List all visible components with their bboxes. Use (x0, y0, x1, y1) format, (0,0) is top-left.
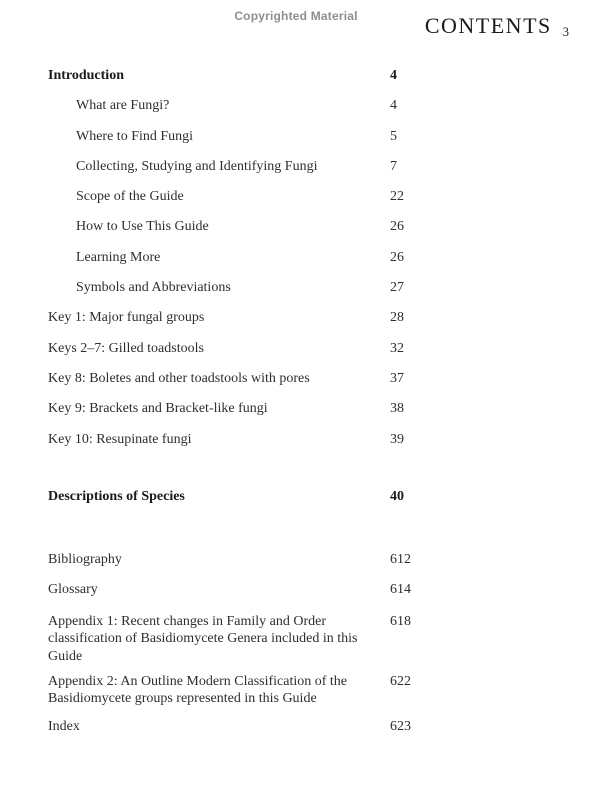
toc-entry (0, 122, 600, 152)
toc-entry-label: Learning More (76, 249, 161, 265)
toc-entry (0, 273, 600, 303)
toc-entry-label: Appendix 2: An Outline Modern Classification of the Basidiomycete groups represented in this Guide (48, 673, 348, 707)
toc-entry-label: Bibliography (48, 552, 122, 568)
toc-entry (0, 364, 600, 394)
toc-entry-label: Key 10: Resupinate fungi (48, 431, 192, 447)
toc-entry-label: Where to Find Fungi (76, 128, 194, 144)
page-header (425, 13, 569, 39)
toc-entry (0, 613, 600, 666)
toc-entry (0, 712, 600, 742)
toc-entry-label: Keys 2–7: Gilled toadstools (48, 340, 204, 356)
toc-entry-label: Symbols and Abbreviations (76, 280, 231, 296)
toc-entry (0, 303, 600, 333)
toc-entry-label: Index (48, 719, 80, 735)
toc-entry (0, 425, 600, 455)
toc-entry-page: 26 (390, 219, 404, 235)
toc-entry-page: 27 (390, 280, 404, 296)
toc-entry-page: 26 (390, 249, 404, 265)
toc-entry-label: How to Use This Guide (76, 219, 209, 235)
toc-entry (0, 182, 600, 212)
toc-entry-label: What are Fungi? (76, 98, 170, 114)
copyright-watermark: Copyrighted Material (234, 9, 358, 23)
toc-entry-label: Appendix 1: Recent changes in Family and Order classification of Basidiomycete Genera included in this Guide (48, 613, 358, 664)
toc-entry-label: Introduction (48, 68, 124, 83)
toc-entry-page: 38 (390, 401, 404, 417)
toc-entry-label: Key 8: Boletes and other toadstools with pores (48, 370, 310, 386)
toc-entry-label: Descriptions of Species (48, 488, 185, 504)
toc-entry-page: 618 (390, 613, 411, 629)
toc-entry-page: 623 (390, 719, 411, 735)
toc-entry (0, 334, 600, 364)
toc-entry-page: 614 (390, 582, 411, 598)
toc-entry-page: 40 (390, 488, 404, 504)
toc-entry-page: 4 (390, 68, 397, 83)
toc-entry-label: Collecting, Studying and Identifying Fungi (76, 158, 318, 174)
toc-entry-page: 612 (390, 552, 411, 568)
toc-entry-page: 622 (390, 673, 411, 689)
toc-entry-page: 37 (390, 370, 404, 386)
toc-entry-page: 22 (390, 189, 404, 205)
toc-entry-label: Scope of the Guide (76, 189, 184, 205)
toc-entry (0, 575, 600, 605)
toc-entry (0, 91, 600, 121)
toc-entry (0, 394, 600, 424)
toc-entry (0, 545, 600, 575)
folio-page-number: 3 (562, 25, 569, 39)
toc-entry-page: 28 (390, 310, 404, 326)
toc-entry-label: Key 9: Brackets and Bracket-like fungi (48, 401, 268, 417)
toc-entry-page: 39 (390, 431, 404, 447)
toc-entry-label: Glossary (48, 582, 98, 598)
toc-entry-label: Key 1: Major fungal groups (48, 310, 205, 326)
toc-entry (0, 482, 600, 512)
toc-entry-page: 5 (390, 128, 397, 144)
toc-list (0, 61, 600, 743)
toc-entry (0, 61, 600, 91)
toc-entry-page: 4 (390, 98, 397, 114)
toc-entry-page: 7 (390, 158, 397, 174)
toc-entry (0, 673, 600, 708)
toc-entry (0, 212, 600, 242)
toc-entry-page: 32 (390, 340, 404, 356)
page-title: CONTENTS (424, 13, 552, 38)
toc-entry (0, 243, 600, 273)
toc-entry (0, 152, 600, 182)
